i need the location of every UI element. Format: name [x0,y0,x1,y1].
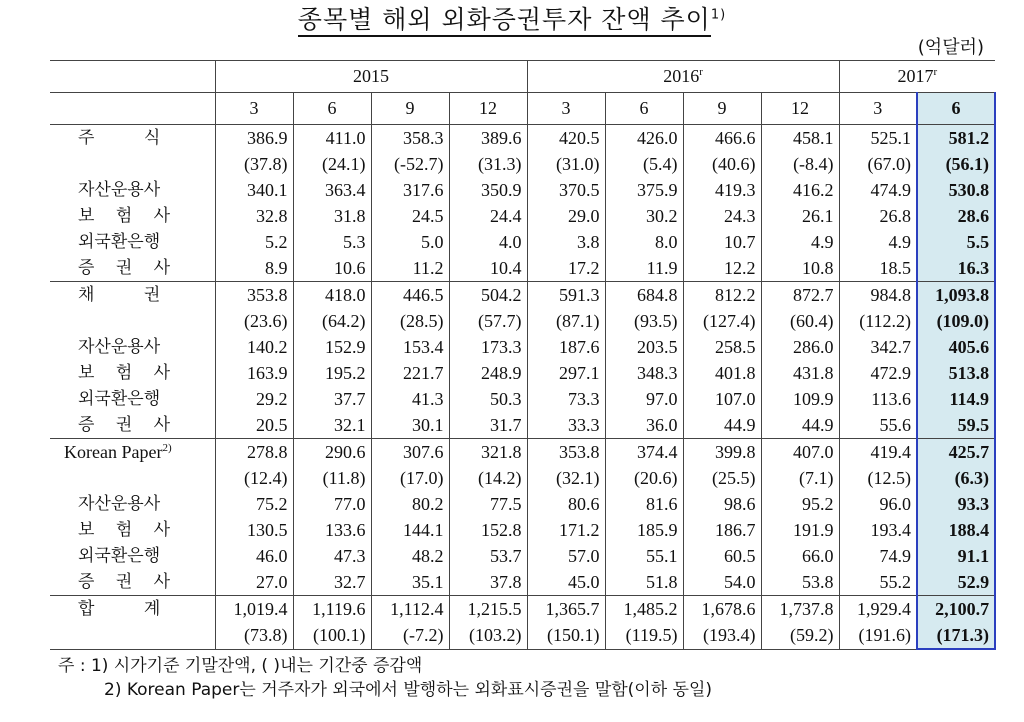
cell-value: 1,737.8 [761,596,839,623]
cell-value: 420.5 [527,125,605,152]
cell-value: 55.2 [839,569,917,596]
cell-value: (11.8) [293,465,371,491]
row-label [50,465,215,491]
cell-value: 27.0 [215,569,293,596]
cell-value: 5.5 [917,229,995,255]
cell-value: 419.3 [683,177,761,203]
cell-value: 290.6 [293,439,371,466]
cell-value: 60.5 [683,543,761,569]
cell-value: 3.8 [527,229,605,255]
cell-value: 66.0 [761,543,839,569]
row-label [50,177,215,203]
cell-value: 50.3 [449,386,527,412]
cell-value: 20.5 [215,412,293,439]
row-label [50,151,215,177]
cell-value: 375.9 [605,177,683,203]
row-label [50,543,215,569]
cell-value: (37.8) [215,151,293,177]
footnotes [0,654,1024,702]
cell-value: (119.5) [605,622,683,649]
cell-value: 411.0 [293,125,371,152]
cell-value: 374.4 [605,439,683,466]
row-label [50,255,215,282]
cell-value: 4.0 [449,229,527,255]
cell-value: 1,678.6 [683,596,761,623]
cell-value: (5.4) [605,151,683,177]
cell-value: 26.1 [761,203,839,229]
cell-value: 278.8 [215,439,293,466]
cell-value: (-8.4) [761,151,839,177]
cell-value: 29.0 [527,203,605,229]
cell-value: 1,119.6 [293,596,371,623]
cell-value: 144.1 [371,517,449,543]
year-revised-mark: r [933,66,938,78]
cell-value: (32.1) [527,465,605,491]
row-label-text: 보 험 사 [78,519,179,540]
cell-value: 32.8 [215,203,293,229]
row-label [50,439,215,466]
cell-value: 1,929.4 [839,596,917,623]
cell-value: 75.2 [215,491,293,517]
cell-value: 5.0 [371,229,449,255]
cell-value: 37.7 [293,386,371,412]
table-row [50,465,995,491]
cell-value: (150.1) [527,622,605,649]
quarter-header: 6 [917,93,995,125]
cell-value: 1,485.2 [605,596,683,623]
cell-value: 31.7 [449,412,527,439]
quarter-header: 9 [683,93,761,125]
cell-value: 133.6 [293,517,371,543]
cell-value: 348.3 [605,360,683,386]
cell-value: 80.2 [371,491,449,517]
cell-value: (-7.2) [371,622,449,649]
cell-value: 54.0 [683,569,761,596]
cell-value: (24.1) [293,151,371,177]
year-label: 2017 [897,66,934,86]
row-label-text: 자산운용사 [78,179,161,200]
cell-value: 258.5 [683,334,761,360]
cell-value: 30.1 [371,412,449,439]
cell-value: 32.1 [293,412,371,439]
table-row [50,229,995,255]
row-label-text: 보 험 사 [78,205,179,226]
cell-value: 419.4 [839,439,917,466]
row-label [50,203,215,229]
cell-value: 399.8 [683,439,761,466]
cell-value: 32.7 [293,569,371,596]
row-footnote-mark: 2) [162,441,172,454]
cell-value: 11.2 [371,255,449,282]
cell-value: (28.5) [371,308,449,334]
cell-value: 11.9 [605,255,683,282]
row-label-text: 외국환은행 [78,388,161,409]
cell-value: 1,093.8 [917,282,995,309]
cell-value: 52.9 [917,569,995,596]
cell-value: 1,112.4 [371,596,449,623]
cell-value: (100.1) [293,622,371,649]
cell-value: (171.3) [917,622,995,649]
cell-value: 340.1 [215,177,293,203]
cell-value: (12.5) [839,465,917,491]
table-row [50,334,995,360]
cell-value: (56.1) [917,151,995,177]
cell-value: 474.9 [839,177,917,203]
row-label-text: 합 계 [78,598,183,619]
cell-value: 31.8 [293,203,371,229]
row-label-text: 증 권 사 [78,571,179,592]
year-header [527,61,839,93]
cell-value: 307.6 [371,439,449,466]
cell-value: 173.3 [449,334,527,360]
cell-value: 684.8 [605,282,683,309]
cell-value: 1,365.7 [527,596,605,623]
cell-value: (60.4) [761,308,839,334]
quarter-header: 3 [215,93,293,125]
cell-value: 458.1 [761,125,839,152]
cell-value: 55.6 [839,412,917,439]
cell-value: 46.0 [215,543,293,569]
cell-value: 426.0 [605,125,683,152]
cell-value: 418.0 [293,282,371,309]
cell-value: 401.8 [683,360,761,386]
cell-value: (7.1) [761,465,839,491]
row-label-text: 증 권 사 [78,414,179,435]
cell-value: 525.1 [839,125,917,152]
cell-value: 30.2 [605,203,683,229]
cell-value: 171.2 [527,517,605,543]
table-row [50,622,995,649]
cell-value: (127.4) [683,308,761,334]
cell-value: 221.7 [371,360,449,386]
year-header [215,61,527,93]
row-label [50,386,215,412]
cell-value: (6.3) [917,465,995,491]
cell-value: 114.9 [917,386,995,412]
cell-value: (12.4) [215,465,293,491]
cell-value: 5.2 [215,229,293,255]
cell-value: 386.9 [215,125,293,152]
cell-value: 431.8 [761,360,839,386]
cell-value: (64.2) [293,308,371,334]
cell-value: (93.5) [605,308,683,334]
row-label-text: 외국환은행 [78,231,161,252]
row-label-text: 보 험 사 [78,362,179,383]
cell-value: 109.9 [761,386,839,412]
cell-value: 186.7 [683,517,761,543]
cell-value: (57.7) [449,308,527,334]
cell-value: 812.2 [683,282,761,309]
cell-value: 10.4 [449,255,527,282]
row-label [50,308,215,334]
row-label-text: 자산운용사 [78,336,161,357]
row-label [50,596,215,623]
cell-value: 18.5 [839,255,917,282]
cell-value: (23.6) [215,308,293,334]
quarter-header: 6 [293,93,371,125]
row-label [50,622,215,649]
row-label [50,229,215,255]
row-label-text: 채 권 [78,284,183,305]
quarter-header: 12 [449,93,527,125]
row-label [50,125,215,152]
cell-value: 286.0 [761,334,839,360]
cell-value: 350.9 [449,177,527,203]
table-row [50,386,995,412]
table-row [50,125,995,152]
cell-value: 1,215.5 [449,596,527,623]
year-label: 2015 [353,66,389,86]
cell-value: 44.9 [761,412,839,439]
cell-value: 185.9 [605,517,683,543]
cell-value: 8.9 [215,255,293,282]
table-row [50,596,995,623]
cell-value: 370.5 [527,177,605,203]
cell-value: 8.0 [605,229,683,255]
cell-value: 353.8 [527,439,605,466]
cell-value: (31.3) [449,151,527,177]
cell-value: 77.5 [449,491,527,517]
cell-value: 41.3 [371,386,449,412]
cell-value: 446.5 [371,282,449,309]
row-label [50,282,215,309]
cell-value: 163.9 [215,360,293,386]
cell-value: 53.7 [449,543,527,569]
quarter-header: 6 [605,93,683,125]
cell-value: 4.9 [761,229,839,255]
quarter-header: 9 [371,93,449,125]
cell-value: 389.6 [449,125,527,152]
cell-value: 55.1 [605,543,683,569]
cell-value: (-52.7) [371,151,449,177]
cell-value: 95.2 [761,491,839,517]
table-row [50,543,995,569]
table-row [50,151,995,177]
cell-value: 984.8 [839,282,917,309]
quarter-header: 12 [761,93,839,125]
table-row [50,203,995,229]
cell-value: 130.5 [215,517,293,543]
cell-value: 45.0 [527,569,605,596]
cell-value: 33.3 [527,412,605,439]
cell-value: 10.7 [683,229,761,255]
cell-value: 53.8 [761,569,839,596]
cell-value: 35.1 [371,569,449,596]
cell-value: 48.2 [371,543,449,569]
cell-value: (193.4) [683,622,761,649]
cell-value: 96.0 [839,491,917,517]
cell-value: 97.0 [605,386,683,412]
row-label [50,360,215,386]
cell-value: 44.9 [683,412,761,439]
cell-value: 153.4 [371,334,449,360]
cell-value: 91.1 [917,543,995,569]
table-row [50,282,995,309]
cell-value: 10.8 [761,255,839,282]
cell-value: (191.6) [839,622,917,649]
table-row [50,439,995,466]
cell-value: 80.6 [527,491,605,517]
quarter-header: 3 [527,93,605,125]
cell-value: 407.0 [761,439,839,466]
row-label [50,491,215,517]
cell-value: (59.2) [761,622,839,649]
cell-value: 57.0 [527,543,605,569]
cell-value: (109.0) [917,308,995,334]
cell-value: 29.2 [215,386,293,412]
row-label [50,517,215,543]
table-title: 종목별 해외 외화증권투자 잔액 추이$^{1)}$ [0,4,1024,36]
row-label [50,569,215,596]
cell-value: (40.6) [683,151,761,177]
cell-value: 513.8 [917,360,995,386]
cell-value: (87.1) [527,308,605,334]
cell-value: 342.7 [839,334,917,360]
cell-value: 4.9 [839,229,917,255]
cell-value: 28.6 [917,203,995,229]
cell-value: 152.9 [293,334,371,360]
cell-value: 466.6 [683,125,761,152]
cell-value: 5.3 [293,229,371,255]
cell-value: 591.3 [527,282,605,309]
cell-value: 73.3 [527,386,605,412]
cell-value: 504.2 [449,282,527,309]
cell-value: 10.6 [293,255,371,282]
cell-value: 74.9 [839,543,917,569]
year-label: 2016 [663,66,700,86]
table-row [50,308,995,334]
row-label-text: 증 권 사 [78,257,179,278]
cell-value: 358.3 [371,125,449,152]
cell-value: 51.8 [605,569,683,596]
unit-label: (억달러) [917,37,984,58]
cell-value: 248.9 [449,360,527,386]
row-label-text: 주 식 [78,127,183,148]
cell-value: 187.6 [527,334,605,360]
cell-value: (67.0) [839,151,917,177]
cell-value: 16.3 [917,255,995,282]
cell-value: (31.0) [527,151,605,177]
cell-value: 191.9 [761,517,839,543]
row-label [50,334,215,360]
cell-value: 203.5 [605,334,683,360]
cell-value: 152.8 [449,517,527,543]
cell-value: 113.6 [839,386,917,412]
table-row [50,491,995,517]
table-row [50,177,995,203]
cell-value: 193.4 [839,517,917,543]
row-label-text: 자산운용사 [78,493,161,514]
cell-value: 317.6 [371,177,449,203]
row-label-text: 외국환은행 [78,545,161,566]
table-row [50,569,995,596]
cell-value: 188.4 [917,517,995,543]
cell-value: 37.8 [449,569,527,596]
cell-value: 581.2 [917,125,995,152]
cell-value: 872.7 [761,282,839,309]
cell-value: 24.5 [371,203,449,229]
cell-value: 93.3 [917,491,995,517]
cell-value: 405.6 [917,334,995,360]
table-row [50,517,995,543]
cell-value: 81.6 [605,491,683,517]
cell-value: 363.4 [293,177,371,203]
cell-value: (73.8) [215,622,293,649]
cell-value: 195.2 [293,360,371,386]
cell-value: (25.5) [683,465,761,491]
cell-value: 2,100.7 [917,596,995,623]
table-row [50,412,995,439]
cell-value: 321.8 [449,439,527,466]
table-row [50,255,995,282]
securities-table [50,60,996,650]
cell-value: 36.0 [605,412,683,439]
cell-value: 12.2 [683,255,761,282]
footnote-2: 2) Korean Paper는 거주자가 외국에서 발행하는 외화표시증권을 말함(이하 동일) [104,680,713,700]
cell-value: 98.6 [683,491,761,517]
cell-value: 530.8 [917,177,995,203]
cell-value: 140.2 [215,334,293,360]
cell-value: (103.2) [449,622,527,649]
cell-value: 472.9 [839,360,917,386]
cell-value: (112.2) [839,308,917,334]
cell-value: 297.1 [527,360,605,386]
row-label [50,412,215,439]
cell-value: 107.0 [683,386,761,412]
row-label-text: Korean Paper [64,441,163,462]
quarter-header: 3 [839,93,917,125]
year-header [839,61,995,93]
cell-value: 17.2 [527,255,605,282]
cell-value: 24.3 [683,203,761,229]
cell-value: 425.7 [917,439,995,466]
cell-value: (20.6) [605,465,683,491]
cell-value: (17.0) [371,465,449,491]
table-row [50,360,995,386]
cell-value: 26.8 [839,203,917,229]
footnote-1: 주 : 1) 시가기준 기말잔액, ( )내는 기간중 증감액 [58,656,423,676]
cell-value: 416.2 [761,177,839,203]
cell-value: 59.5 [917,412,995,439]
year-revised-mark: r [699,66,703,78]
cell-value: 24.4 [449,203,527,229]
cell-value: 353.8 [215,282,293,309]
cell-value: (14.2) [449,465,527,491]
cell-value: 1,019.4 [215,596,293,623]
cell-value: 77.0 [293,491,371,517]
cell-value: 47.3 [293,543,371,569]
